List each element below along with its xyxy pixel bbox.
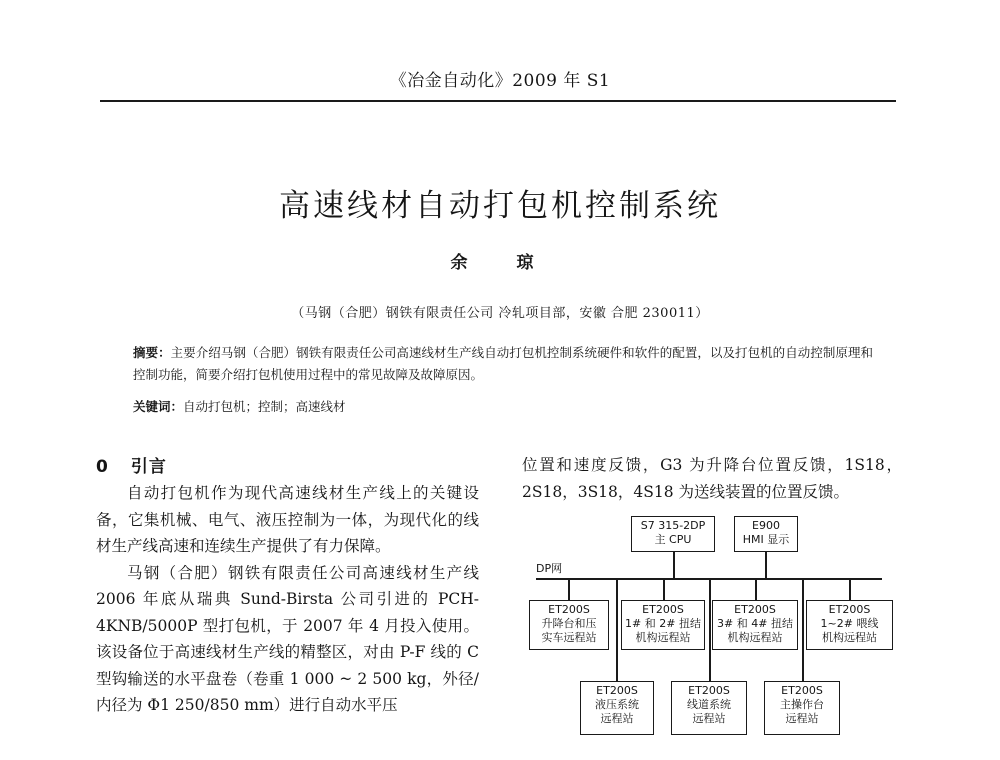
station-line3: 远程站	[600, 712, 634, 725]
station-model: ET200S	[828, 603, 871, 616]
drop-line	[568, 578, 570, 601]
main-cpu-model: S7 315-2DP	[640, 519, 706, 532]
station-line2: 升降台和压	[541, 617, 597, 630]
abstract-text: 主要介绍马钢（合肥）钢铁有限责任公司高速线材生产线自动打包机控制系统硬件和软件的配置，以及打包机的自动控制原理和控制功能，简要介绍打包机使用过程中的常见故障及故障原因。	[133, 345, 873, 382]
station-line3: 机构远程站	[727, 631, 783, 644]
remote-station-box	[712, 600, 798, 650]
main-cpu-box	[631, 516, 715, 552]
station-line2: 主操作台	[780, 698, 824, 711]
station-line2: 液压系统	[595, 698, 639, 711]
hmi-label: HMI 显示	[742, 533, 790, 546]
article-title: 高速线材自动打包机控制系统	[279, 188, 721, 224]
left-column	[96, 480, 479, 719]
intro-paragraph-1: 自动打包机作为现代高速线材生产线上的关键设备，它集机械、电气、液压控制为一体，为现代化的线材生产线高速和连续生产提供了有力保障。	[96, 484, 479, 555]
remote-station-box	[621, 600, 705, 650]
abstract-label: 摘要：	[133, 345, 171, 360]
station-line3: 实车远程站	[541, 631, 597, 644]
abstract	[133, 342, 873, 386]
station-line3: 机构远程站	[635, 631, 691, 644]
station-line2: 线道系统	[687, 698, 731, 711]
affiliation: （马钢（合肥）钢铁有限责任公司 冷轧项目部，安徽 合肥 230011）	[291, 306, 709, 321]
section-heading	[96, 452, 167, 477]
journal-header: 《冶金自动化》2009 年 S1	[389, 71, 611, 91]
section-number: 0	[96, 457, 109, 477]
station-line3: 远程站	[692, 712, 726, 725]
control-network-diagram	[510, 515, 910, 750]
drop-line	[709, 578, 711, 682]
drop-line	[663, 578, 665, 601]
remote-station-box	[671, 681, 747, 735]
station-line2: 1# 和 2# 扭结	[625, 617, 701, 630]
drop-line	[849, 578, 851, 601]
station-model: ET200S	[688, 684, 730, 697]
keywords-label: 关键词：	[133, 399, 184, 414]
drop-line	[616, 578, 618, 682]
station-line3: 机构远程站	[822, 631, 877, 644]
keywords-text: 自动打包机；控制；高速线材	[183, 399, 346, 414]
section-title: 引言	[130, 457, 167, 477]
intro-paragraph-2: 马钢（合肥）钢铁有限责任公司高速线材生产线 2006 年底从瑞典 Sund-Birsta 公司引进的 PCH-4KNB/5000P 型打包机，于 2007 年 4 月投入使用。该设备位于高速线材生产线的精整区，对由 P-F 线的 C 型钩输送的水平盘卷（卷重 1 000 ~ 2 500 kg，外径/内径为 Φ1 250/850 mm）进行自动水平压	[96, 563, 479, 714]
station-model: ET200S	[781, 684, 823, 697]
station-model: ET200S	[734, 603, 776, 616]
station-model: ET200S	[548, 603, 590, 616]
keywords	[133, 397, 873, 415]
author: 余 琼	[450, 253, 550, 273]
hmi-drop-line	[765, 552, 767, 579]
station-line2: 1~2# 喂线	[820, 617, 879, 630]
dp-network-label: DP网	[536, 562, 563, 575]
remote-station-box	[529, 600, 609, 650]
station-line2: 3# 和 4# 扭结	[717, 617, 793, 630]
hmi-model: E900	[752, 519, 780, 532]
remote-station-box	[806, 600, 893, 650]
station-model: ET200S	[642, 603, 684, 616]
right-paragraph: 位置和速度反馈，G3 为升降台位置反馈，1S18，2S18，3S18，4S18 为送线装置的位置反馈。	[522, 456, 902, 501]
remote-station-box	[580, 681, 654, 735]
station-model: ET200S	[596, 684, 638, 697]
station-line3: 远程站	[785, 712, 819, 725]
main-cpu-label: 主 CPU	[654, 533, 692, 546]
remote-station-box	[764, 681, 840, 735]
cpu-drop-line	[673, 552, 675, 579]
drop-line	[755, 578, 757, 601]
right-column	[522, 452, 902, 505]
header-rule	[100, 100, 896, 102]
drop-line	[802, 578, 804, 682]
hmi-box	[734, 516, 798, 552]
